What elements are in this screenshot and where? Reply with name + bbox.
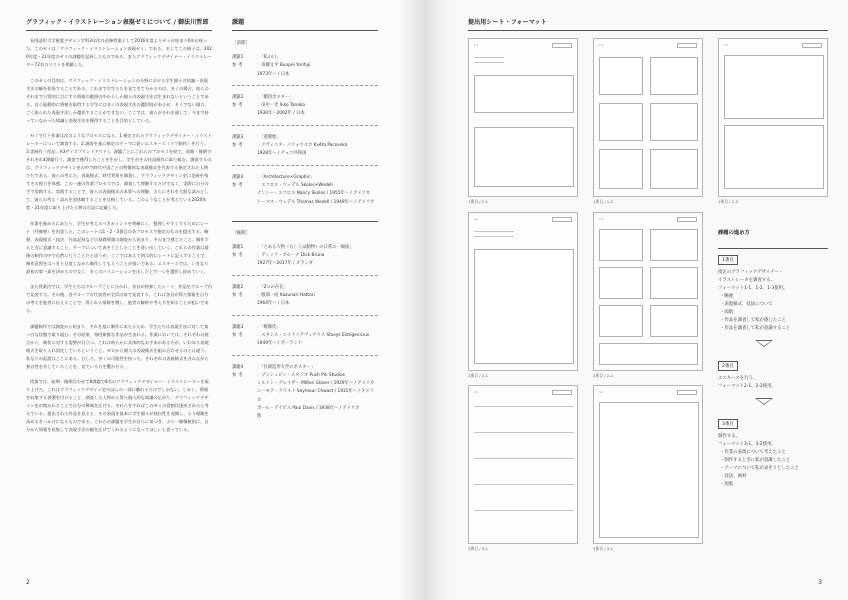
- reference-name: ：ディック・ブルーナ Dick Bruna: [257, 253, 325, 259]
- step-line: フォーマット3-1、3-2使用。: [718, 442, 776, 447]
- reference-label: 参 考: [232, 182, 243, 188]
- step-label: 2番目: [718, 361, 738, 371]
- assignment-title: ：「歌舞伎」: [257, 324, 281, 330]
- format-caption: 3番目 / 3-2: [593, 546, 613, 551]
- page-number-left: 2: [26, 579, 30, 586]
- step-bullet: ・図版: [720, 310, 734, 315]
- assignment-title: ：「遊園地」: [257, 134, 281, 140]
- reference-label: 参 考: [232, 293, 243, 299]
- assignment-entry: [232, 134, 378, 166]
- format-sheet-1-1: 1-1: [468, 38, 578, 197]
- reference-member: 他: [257, 414, 262, 420]
- intro-paragraph: 授業では、前期・後期合わせて8課題で8名のグラフィックデザイナー・イラストレーターを取り上げた。これはグラフィックデザイン史のほんの一部に触れるだけでしかない。しかし、情報を収集する習慣を付けること、調査した人物から得た個人的な知識の広がり、グラフィックデザイン史が開かれることで自分の興味を広げる。それらをすればこのゼミの役割は達成されたと考えている。提出された作品を見ると、その表現を基本に学生個々が独自性を発揮し、より理解を深めるきっかけになるものである。これらの課題を学生が自らに気づき、より一層積極的に、自分から情報を収集して表現手法の幅を広げてくれるようになってほしいと思っている。: [26, 380, 209, 433]
- intro-text: [26, 38, 212, 443]
- assignment-entry: [232, 94, 378, 126]
- reference-row: [232, 102, 378, 110]
- assignment-entry: [232, 244, 378, 276]
- assignment-number: 課題3: [232, 134, 244, 140]
- first-term-label: ［前期］: [232, 41, 250, 46]
- reference-member: シーモア・クワスト Seymour Chwast / 1931年～ / アメリカ: [257, 389, 374, 403]
- reference-member: トーマス・ウェデル Thomas Wedell / 1949年～ / アメリカ: [257, 199, 375, 205]
- reference-member: ポール・デイビス Paul Davis / 1938年～ / アメリカ: [257, 406, 360, 412]
- format-caption: 1番目 / 1-3: [718, 199, 738, 204]
- step-bullet: ・テーマについて私が表そうとしたこと: [720, 466, 799, 471]
- step-arrow-icon: [755, 340, 773, 347]
- reference-name: ：プッシュピン・スタジオ Push Pin Studios: [257, 372, 345, 378]
- process-title: 課題の進め方: [718, 230, 750, 236]
- assignment-title: ：「Architecture×Graphic」: [257, 174, 315, 180]
- step-label: 3番目: [718, 419, 738, 429]
- intro-paragraph: ゼミで行う作業は次のようなプロセスになる。1.指定されたグラフィックデザイナー・イラストレーターについて調査する。2.調査を基に指定のテーマに従いエスキース（ラフ制作）を行う。3.実制作（作品、A3サイズプリントアウト）。課題ごとにこれらのプロセスを経て、前期・後期でそれぞれ4課題行う。調査で獲得したことを生かし、学生がその作品制作に取り組む。調査するのは、グラフィックデザイン史の中で時代や国ごとの特徴的な表現様式を代表する指定された人物たちである。彼らの考えた、表現様式、時代背景を調査し、グラフィックデザイン史に足跡を残すその独力を体感。この一連の作業プロセスでは、調査して理解するだけでなく、実際に自分の手で実践する。実践することで、彼らの表現様式の本質への理解、さらにそれを大胆な試みとして、彼らの考え・試みを追体験することを目指している。このようなことが考えている2020年度・21年度に取り上げた人物は右記に記載した。: [26, 134, 212, 211]
- format-sheet-1-3: 1-3: [718, 38, 828, 197]
- assignment-number: 課題4: [232, 174, 244, 180]
- reference-row: [232, 332, 378, 340]
- step-bullet: ・図版: [720, 482, 734, 487]
- process-steps: [718, 237, 828, 489]
- reference-row: [232, 292, 378, 300]
- reference-label: 参 考: [232, 253, 243, 259]
- assignment-heading: [232, 134, 378, 142]
- format-caption: 3番目 / 3-1: [468, 546, 488, 551]
- reference-years: 1973年～ / 日本: [257, 71, 290, 77]
- intro-paragraph: このゼミの目的は、グラフィック・イラストレーションの分野における学生個々の知識・表現手法の幅を拡張することである。これまで学生たちを見てきて分かるのは、多くの場合、彼らのそれまで日常的に目にする情報の範囲の中からしか個人の表現手法は生まれないということである。自ら能動的に情報を取得する学生には多くの表現手法の選択肢があるが、そうでない場合、ごく限られた表現手法しか選択することができない。ここでは、彼らがそれを通して、今まで持っていなかった知識と表現手法を獲得することを目的としている。: [26, 78, 209, 124]
- assignments-title: 課題: [232, 19, 245, 26]
- format-caption: 1番目 / 1-2: [593, 199, 613, 204]
- reference-label: 参 考: [232, 103, 243, 109]
- reference-years: 1930年～2002年 / 日本: [257, 111, 305, 117]
- reference-years: 1928年～ / チェコ共和国: [257, 151, 307, 157]
- assignments-list: [232, 38, 378, 436]
- assignment-number: 課題3: [232, 324, 244, 330]
- reference-label: 参 考: [232, 372, 243, 378]
- term-divider: [232, 221, 378, 222]
- format-caption: 1番目 / 1-1: [468, 199, 488, 204]
- assignments-title-rule: [232, 30, 378, 31]
- assignment-heading: [232, 94, 378, 102]
- assignment-entry: [232, 174, 378, 213]
- step-bullet: ・制作するときに私が意識したこと: [720, 458, 791, 463]
- assignment-entry: [232, 54, 378, 86]
- gutter-shadow: [398, 0, 424, 600]
- step-label: 1番目: [718, 255, 738, 265]
- step-line: エスキースを行う。: [718, 376, 758, 381]
- process-title-rule: [718, 248, 828, 249]
- step-line: 制作する。: [718, 434, 740, 439]
- format-caption: 2番目 / 2-1: [468, 373, 488, 378]
- reference-row: [232, 142, 378, 150]
- assignment-number: 課題4: [232, 364, 244, 370]
- step-bullet: ・略歴: [720, 294, 734, 299]
- step-bullet: ・表現様式、技法について: [720, 302, 773, 307]
- reference-years: 1927年～2017年 / オランダ: [257, 261, 313, 267]
- step-bullet: ・作業の表現について考えたこと: [720, 450, 786, 455]
- second-term-label: ［後期］: [232, 230, 250, 236]
- step-line: フォーマット1-1、1-2、1-3使用。: [718, 286, 788, 291]
- reference-row: [232, 252, 378, 260]
- second-term-entries: [232, 244, 378, 428]
- assignment-heading: [232, 174, 378, 182]
- step-bullet: ・作品を調査して私が意識すること: [720, 326, 791, 331]
- format-sheet-1-2: 1-2: [593, 38, 703, 197]
- gutter-shadow: [424, 0, 450, 600]
- intro-paragraph: 課題制作では調査から始まり、それを基に制作にあたるため、学生たちは表現手法に対して真っ白な状態で取り組む。その結果、毎回新鮮な作品が生まれる。作業においては、それぞれの視点から、制作に対する姿勢が目立つ。これは明らかに具体的なお手本がある方が、いわゆる表現様式を取り入れ消化しているということ。ゼロから個人の表現様式を組み合わせるのとは違う。私なりの仮説はここにある。むしろ、多くの可能性を持った、それぞれの表現様式を含みながら独自性を有していることを、見ている方を驚かせる。: [26, 324, 209, 370]
- assignment-number: 課題2: [232, 94, 244, 100]
- assignment-entry: [232, 364, 378, 428]
- reference-row: [232, 182, 378, 190]
- assignment-entry: [232, 284, 378, 316]
- formats-title: 提出用シート・フォーマット: [468, 19, 547, 26]
- assignment-title: ：「とある人物（もしくは動物）の日常の一場面」: [257, 244, 354, 250]
- format-sheet-3-1: 3-1: [468, 385, 578, 544]
- format-sheet-3-2: 3-2: [593, 385, 703, 544]
- assignment-heading: [232, 244, 378, 252]
- reference-member: ミルトン・グレイザー Milton Glaser / 1929年～ / アメリカ: [257, 381, 375, 387]
- first-term-entries: [232, 54, 378, 213]
- assignment-number: 課題1: [232, 244, 244, 250]
- step-bullet: ・作品を調査して私が感じたこと: [720, 318, 786, 323]
- step-line: イラストレータを調査する。: [718, 278, 775, 283]
- right-page: [424, 0, 848, 600]
- step-bullet: ・技法、画材: [720, 474, 747, 479]
- reference-name: ：服部一成 Kazunari Hattori: [257, 293, 315, 299]
- intro-paragraph: 長岡造形大学視覚デザイン学科3年次の必修授業として2016年度よりゼミが始まり6年が経った。このゼミは「グラフィック・イラストレーション表現ゼミ」である。そしてこの冊子は、2020年度・21年度のゼミの課題を記録したものである。またグラフィックデザイナー・イラストレーター72名のリストを掲載した。: [26, 39, 212, 68]
- step-line: 指定のグラフィックデザイナー・: [718, 270, 784, 275]
- step-line: フォーマット2-1、2-2使用。: [718, 384, 776, 389]
- assignment-heading: [232, 284, 378, 292]
- assignment-heading: [232, 364, 378, 372]
- format-sheet-2-2: 2-2: [593, 212, 703, 371]
- assignment-heading: [232, 324, 378, 332]
- assignment-entry: [232, 324, 378, 356]
- reference-row: [232, 62, 378, 70]
- assignment-title: ：「長岡造形大学のポスター」: [257, 364, 316, 370]
- reference-years: 1964年～ / 日本: [257, 301, 290, 307]
- assignment-number: 課題2: [232, 284, 244, 290]
- reference-name: ：スコロス・ウェデル Skolos+Wedell: [257, 182, 333, 188]
- reference-label: 参 考: [232, 332, 243, 338]
- assignment-number: 課題1: [232, 55, 244, 60]
- reference-row: [232, 372, 378, 380]
- assignment-title: ：「劇団ポスター」: [257, 94, 294, 100]
- intro-paragraph: 作業を進めるにあたり、学生が考えるべきポイントを明確にし、整理しやすくするためにシート（列参照）を用意した。このシートは1・2・3番目の各プロセスで指定のものを提出する。略歴、表現様式・技法、作品記録などの基礎情報の調査から始まり、そのまで感じたこと、制作するときに意識すること、テーマについて表そうとしたことを洗い出していく。これらの作業は最後の制作の中で自然に行うことだと思うが、ここではあえて明示的にシートに記入することで、制作意図をはっきり自覚しながら制作してもらうことが狙いである。エスキースでは、いきなり最初の第一案を決めるのでなく、多くのバリエーションを出した上で一つを選択し絞めていく。: [26, 221, 209, 275]
- step-arrow-icon: [755, 398, 773, 405]
- reference-member: ナンシー・スコロス Nancy Skolos / 1955年～ / アメリカ: [257, 191, 371, 197]
- reference-name: ：クヴィエタ・パツォウスカ Květa Pacovská: [257, 143, 348, 149]
- assignment-title: ：「2つの存在」: [257, 284, 288, 290]
- intro-title-rule: [26, 30, 212, 31]
- intro-paragraph: また授業内では、学生たちはグループごとに分かれ、各自が持参したシート、作品をグループ内で発表する。その後、各グループの代表者が全員の前で発表する。これは各自が得た情報を自分の考えを他者に伝えることで、得られる情報を増し、他者の解釈や考え方を知ることが狙いである。: [26, 285, 212, 314]
- process-column: [718, 228, 828, 489]
- reference-label: 参 考: [232, 63, 243, 69]
- page-number-right: 3: [818, 579, 822, 586]
- reference-name: ：寄藤文平 Bunpei Yorifuji: [257, 63, 311, 69]
- reference-years: 1949年～ / ポーランド: [257, 341, 303, 347]
- intro-title: グラフィック・イラストレーション表現ゼミについて / 御法川哲郎: [26, 19, 209, 26]
- assignment-title: ：「私の口」: [257, 55, 281, 60]
- format-caption: 2番目 / 2-2: [593, 373, 613, 378]
- reference-name: ：スタシス・エイドリゲヴィチウス Stasys Eidrigevicius: [257, 332, 370, 338]
- reference-label: 参 考: [232, 143, 243, 149]
- formats-title-rule: [468, 30, 828, 31]
- format-sheet-2-1: 2-1: [468, 212, 578, 371]
- reference-name: ：田中一光 Ikko Tanaka: [257, 103, 305, 109]
- assignment-heading: [232, 54, 378, 62]
